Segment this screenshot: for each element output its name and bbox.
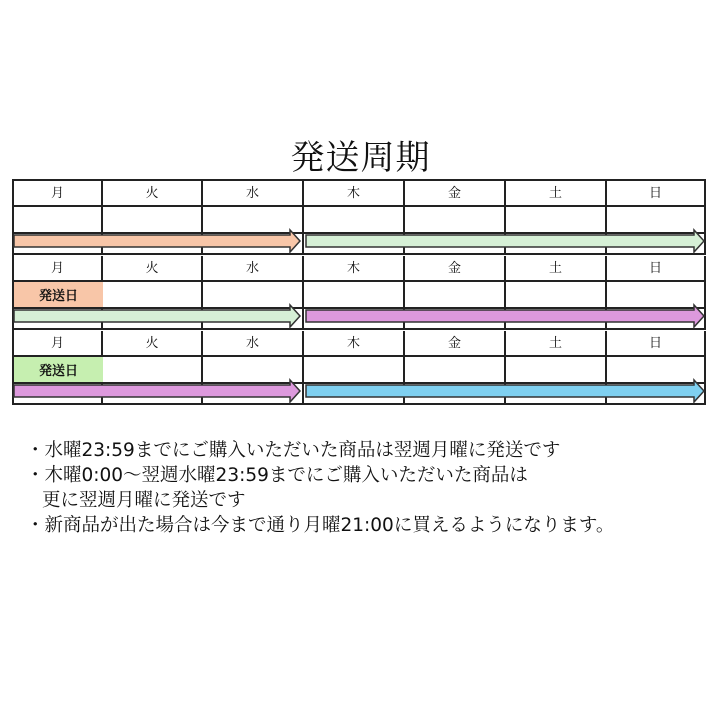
schedule-cell — [506, 282, 607, 309]
schedule-cell — [203, 309, 304, 330]
note-line: ・木曜0:00～翌週水曜23:59までにご購入いただいた商品は — [26, 465, 528, 486]
schedule-cell — [405, 309, 506, 330]
schedule-cell — [506, 384, 607, 405]
schedule-cell — [405, 282, 506, 309]
day-header-cell — [304, 256, 405, 282]
schedule-cell — [304, 357, 405, 384]
day-header-cell — [607, 331, 706, 357]
day-label: 木 — [346, 186, 360, 201]
day-label: 月 — [50, 261, 64, 276]
schedule-cell — [304, 282, 405, 309]
day-header-cell — [203, 181, 304, 207]
day-header-cell — [103, 256, 203, 282]
schedule-cell — [14, 309, 103, 330]
schedule-cell — [103, 384, 203, 405]
schedule-cell — [14, 384, 103, 405]
schedule-cell — [304, 384, 405, 405]
schedule-cell — [203, 234, 304, 255]
notes — [26, 438, 706, 538]
day-label: 日 — [648, 261, 662, 276]
schedule-cell — [103, 234, 203, 255]
day-header-cell — [304, 181, 405, 207]
day-label: 土 — [548, 336, 562, 351]
day-header-cell — [103, 331, 203, 357]
day-label: 木 — [346, 261, 360, 276]
day-label: 金 — [447, 261, 461, 276]
day-header-cell — [405, 256, 506, 282]
day-header-cell — [203, 256, 304, 282]
page-title: 発送周期 — [290, 138, 431, 178]
schedule-cell — [506, 207, 607, 234]
day-header-cell — [14, 256, 103, 282]
day-header-cell — [506, 331, 607, 357]
note-line: 更に翌週月曜に発送です — [42, 490, 246, 511]
day-header-cell — [607, 181, 706, 207]
day-label: 日 — [648, 186, 662, 201]
day-label: 日 — [648, 336, 662, 351]
schedule-cell — [405, 357, 506, 384]
schedule-cell — [405, 207, 506, 234]
schedule-cell — [203, 207, 304, 234]
day-label: 木 — [346, 336, 360, 351]
schedule-cell — [103, 309, 203, 330]
schedule-cell — [304, 309, 405, 330]
day-label: 月 — [50, 186, 64, 201]
schedule-cell — [607, 282, 706, 309]
schedule-cell — [304, 234, 405, 255]
schedule-cell — [304, 207, 405, 234]
day-label: 水 — [245, 186, 259, 201]
schedule-cell — [203, 384, 304, 405]
schedule-cell — [103, 357, 203, 384]
schedule-cell — [607, 207, 706, 234]
day-label: 火 — [145, 261, 159, 276]
day-label: 土 — [548, 261, 562, 276]
day-header-cell — [506, 256, 607, 282]
schedule-cell — [607, 309, 706, 330]
schedule-cell — [506, 357, 607, 384]
day-label: 月 — [50, 336, 64, 351]
ship-day-label: 発送日 — [14, 357, 103, 382]
schedule-cell — [607, 357, 706, 384]
schedule-cell — [103, 207, 203, 234]
day-label: 金 — [447, 336, 461, 351]
day-label: 土 — [548, 186, 562, 201]
day-label: 金 — [447, 186, 461, 201]
day-label: 火 — [145, 186, 159, 201]
day-header-cell — [304, 331, 405, 357]
schedule-cell — [607, 234, 706, 255]
schedule-cell — [103, 282, 203, 309]
schedule-cell — [203, 282, 304, 309]
schedule-cell — [405, 384, 506, 405]
day-header-cell — [103, 181, 203, 207]
day-label: 水 — [245, 336, 259, 351]
day-header-cell — [14, 181, 103, 207]
day-header-cell — [14, 331, 103, 357]
day-header-cell — [506, 181, 607, 207]
schedule-cell — [607, 384, 706, 405]
note-line: ・新商品が出た場合は今まで通り月曜21:00に買えるようになります。 — [26, 515, 615, 536]
shipping-schedule-table — [12, 179, 706, 405]
ship-day-label: 発送日 — [14, 282, 103, 307]
day-header-cell — [607, 256, 706, 282]
day-label: 火 — [145, 336, 159, 351]
schedule-cell — [203, 357, 304, 384]
schedule-cell — [14, 234, 103, 255]
schedule-cell — [14, 207, 103, 234]
schedule-cell — [405, 234, 506, 255]
day-header-cell — [203, 331, 304, 357]
schedule-cell — [506, 234, 607, 255]
day-header-cell — [405, 181, 506, 207]
note-line: ・水曜23:59までにご購入いただいた商品は翌週月曜に発送です — [26, 440, 561, 461]
schedule-cell — [506, 309, 607, 330]
day-label: 水 — [245, 261, 259, 276]
day-header-cell — [405, 331, 506, 357]
